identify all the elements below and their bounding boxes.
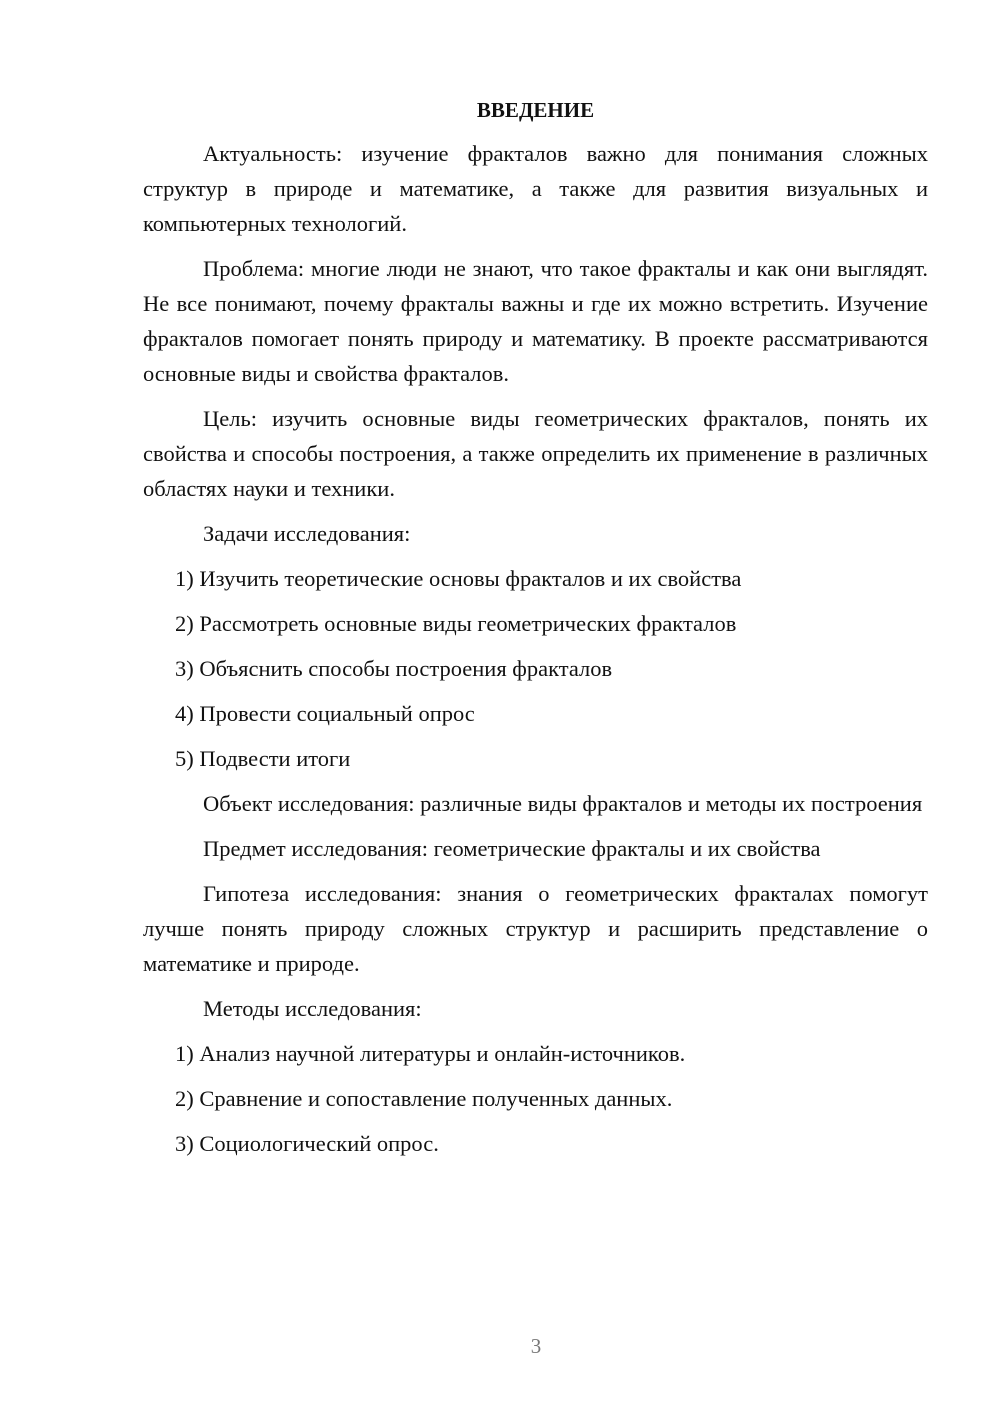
task-item: 1) Изучить теоретические основы фракталов и их свойства — [175, 566, 742, 591]
hypothesis-paragraph: Гипотеза исследования: знания о геометрических фракталах помогут лучше понять природу сложных структур и расширить представление о математике и природе. — [143, 881, 928, 976]
methods-heading: Методы исследования: — [203, 996, 422, 1021]
object-paragraph: Объект исследования: различные виды фракталов и методы их построения — [203, 791, 923, 816]
goal-paragraph: Цель: изучить основные виды геометрических фракталов, понять их свойства и способы построения, а также определить их применение в различных областях науки и техники. — [143, 406, 928, 501]
task-item: 2) Рассмотреть основные виды геометрических фракталов — [175, 611, 737, 636]
subject-paragraph: Предмет исследования: геометрические фракталы и их свойства — [203, 836, 821, 861]
task-item: 5) Подвести итоги — [175, 746, 351, 771]
method-item: 3) Социологический опрос. — [175, 1131, 439, 1156]
relevance-paragraph: Актуальность: изучение фракталов важно для понимания сложных структур в природе и математике, а также для развития визуальных и компьютерных технологий. — [143, 141, 928, 236]
page-number: 3 — [530, 1334, 542, 1358]
section-title: ВВЕДЕНИЕ — [476, 98, 595, 122]
method-item: 1) Анализ научной литературы и онлайн-источников. — [175, 1041, 686, 1066]
task-item: 3) Объяснить способы построения фракталов — [175, 656, 613, 681]
problem-paragraph: Проблема: многие люди не знают, что такое фракталы и как они выглядят. Не все понимают, почему фракталы важны и где их можно встретить. Изучение фракталов помогает понять природу и математику. В проекте рассматриваются основные виды и свойства фракталов. — [143, 256, 928, 386]
document-page — [143, 93, 928, 1171]
method-item: 2) Сравнение и сопоставление полученных данных. — [175, 1086, 673, 1111]
tasks-heading: Задачи исследования: — [203, 521, 411, 546]
task-item: 4) Провести социальный опрос — [175, 701, 475, 726]
